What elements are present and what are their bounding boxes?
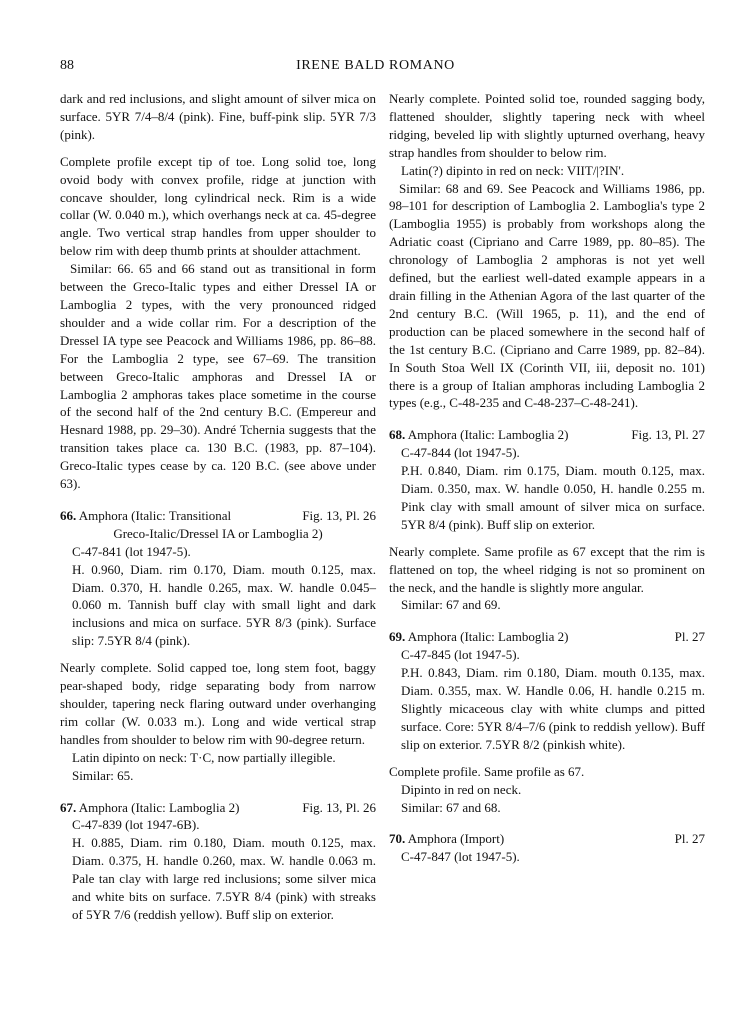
inventory-number: C-47-839 (lot 1947-6B). xyxy=(72,817,200,833)
catalog-entry-66 xyxy=(60,507,376,785)
catalog-entry-67 xyxy=(60,799,376,924)
similar: Similar: 67 and 68. xyxy=(401,799,501,815)
description: Nearly complete. Solid capped toe, long stem foot, baggy pear-shaped body, ridge separating body from narrow shoulder, tapering neck flaring outward under overhanging rim collar (W. 0.033 m.). Long and wide vertical strap handles from shoulder to below rim with 90-degree return. xyxy=(60,660,376,747)
inventory-number: C-47-844 (lot 1947-5). xyxy=(401,445,520,461)
figure-reference: Fig. 13, Pl. 26 xyxy=(302,507,376,523)
page-number: 88 xyxy=(60,58,74,73)
similar: Similar: 67 and 69. xyxy=(401,597,501,613)
left-column xyxy=(60,90,376,924)
dimensions: P.H. 0.843, Diam. rim 0.180, Diam. mouth 0.135, max. Diam. 0.355, max. W. Handle 0.06, H. handle 0.215 m. Slightly micaceous clay with white clumps and pitted surface. Core: 5YR 8/4–7/6 (pink to reddish yellow). Buff slip on exterior. 7.5YR 8/2 (pinkish white). xyxy=(401,665,705,752)
dimensions: H. 0.885, Diam. rim 0.180, Diam. mouth 0.125, max. Diam. 0.375, H. handle 0.260, max. W. handle 0.063 m. Pale tan clay with large red inclusions; some silver mica and white bits on surface. 7.5YR 8/4 (pink) with streaks of 5YR 7/6 (reddish yellow). Buff slip on exterior. xyxy=(72,835,376,922)
figure-reference: Fig. 13, Pl. 26 xyxy=(302,799,376,815)
figure-reference: Pl. 27 xyxy=(674,629,705,645)
entry-title: Amphora (Italic: Transitional xyxy=(78,507,232,523)
inventory-number: C-47-847 (lot 1947-5). xyxy=(401,849,520,865)
entry-title: Amphora (Italic: Lamboglia 2) xyxy=(407,629,569,645)
entry-number: 66. xyxy=(60,507,77,523)
paragraph: Similar: 66. 65 and 66 stand out as transitional in form between the Greco-Italic types and either Dressel IA or Lamboglia 2 types, with the very pronounced ridged shoulder and a wide collar rim. For a description of the Dressel IA type see Peacock and Williams 1986, pp. 86–88. For the Lamboglia 2 type, see 67–69. The transition between Greco-Italic amphoras and Dressel IA or Lamboglia 2 amphoras takes place sometime in the course of the second half of the 2nd century B.C. (Empereur and Hesnard 1988, pp. 29–30). André Tchernia suggests that the transition takes place ca. 130 B.C. (1983, pp. 87–104). Greco-Italic types cease by ca. 120 B.C. (see above under 63). xyxy=(60,261,376,492)
catalog-entry-68 xyxy=(389,426,705,614)
entry-heading xyxy=(389,628,705,646)
dipinto: Latin(?) dipinto in red on neck: VIIT/|?IN'. xyxy=(401,162,625,178)
entry-number: 70. xyxy=(389,831,406,847)
entry-title: Amphora (Italic: Lamboglia 2) xyxy=(78,799,240,815)
dimensions: H. 0.960, Diam. rim 0.170, Diam. mouth 0.125, max. Diam. 0.370, H. handle 0.265, max. W. handle 0.045–0.060 m. Tannish buff clay with small light and dark inclusions and mica on surface. 5YR 8/3 (pink). Surface slip: 7.5YR 8/4 (pink). xyxy=(72,561,376,649)
right-column xyxy=(389,90,705,866)
catalog-entry-70 xyxy=(389,830,705,866)
entry-number: 67. xyxy=(60,799,77,815)
entry-heading xyxy=(60,507,376,525)
entry-title: Amphora (Italic: Lamboglia 2) xyxy=(407,427,569,443)
description: Complete profile. Same profile as 67. xyxy=(389,763,585,779)
entry-number: 69. xyxy=(389,629,406,645)
dimensions: P.H. 0.840, Diam. rim 0.175, Diam. mouth 0.125, max. Diam. 0.350, max. W. handle 0.050, H. handle 0.255 m. Pink clay with small amount of silver mica on surface. 5YR 8/4 (pink). Buff slip on exterior. xyxy=(401,463,705,532)
entry-heading xyxy=(60,799,376,817)
paragraph: dark and red inclusions, and slight amount of silver mica on surface. 5YR 7/4–8/4 (pink). Fine, buff-pink slip. 5YR 7/3 (pink). xyxy=(60,91,376,142)
entry-title: Amphora (Import) xyxy=(407,831,505,847)
description: Nearly complete. Same profile as 67 except that the rim is flattened on top, the wheel ridging is not so prominent on the neck, and the handle is slightly more angular. xyxy=(389,543,705,595)
inventory-number: C-47-845 (lot 1947-5). xyxy=(401,647,520,663)
paragraph: Similar: 68 and 69. See Peacock and Williams 1986, pp. 98–101 for description of Lamboglia 2. Lamboglia's type 2 (Lamboglia 1955) is probably from workshops along the Adriatic coast (Cipriano and Carre 1989, pp. 80–85). The chronology of Lamboglia 2 amphoras is not yet well defined, but the earliest well-dated example appears in a drain filling in the Athenian Agora of the last quarter of the 2nd century B.C. (Will 1965, p. 11), and the end of production can be placed somewhere in the second half of the 1st century B.C. (Cipriano and Carre 1989, pp. 82–84). In South Stoa Well IX (Corinth VII, iii, deposit no. 101) there is a group of Italian amphoras including Lamboglia 2 types (e.g., C-48-235 and C-48-237–C-48-241). xyxy=(389,180,705,411)
page-header xyxy=(60,58,691,78)
paragraph: Complete profile except tip of toe. Long solid toe, long ovoid body with convex profile, ridge at junction with concave shoulder, long cylindrical neck. Rim is a wide collar (W. 0.040 m.), which overhangs neck at ca. 45-degree angle. Two vertical strap handles from upper shoulder to below rim with deep thumb prints at shoulder attachment. xyxy=(60,153,376,259)
entry-heading xyxy=(389,830,705,848)
paragraph: Nearly complete. Pointed solid toe, rounded sagging body, flattened shoulder, slightly tapering neck with wheel ridging, beveled lip with slightly upturned overhang, heavy strap handles from shoulder to below rim. xyxy=(389,91,705,160)
similar: Similar: 65. xyxy=(72,767,134,783)
entry-title-continued: Greco-Italic/Dressel IA or Lamboglia 2) xyxy=(113,525,323,541)
catalog-entry-69 xyxy=(389,628,705,816)
entry-number: 68. xyxy=(389,427,406,443)
dipinto: Latin dipinto on neck: T·C, now partially illegible. xyxy=(72,749,336,765)
dipinto: Dipinto in red on neck. xyxy=(401,781,522,797)
figure-reference: Fig. 13, Pl. 27 xyxy=(631,427,705,443)
entry-heading xyxy=(389,426,705,444)
figure-reference: Pl. 27 xyxy=(674,831,705,847)
inventory-number: C-47-841 (lot 1947-5). xyxy=(72,543,191,559)
running-title: IRENE BALD ROMANO xyxy=(296,58,455,73)
